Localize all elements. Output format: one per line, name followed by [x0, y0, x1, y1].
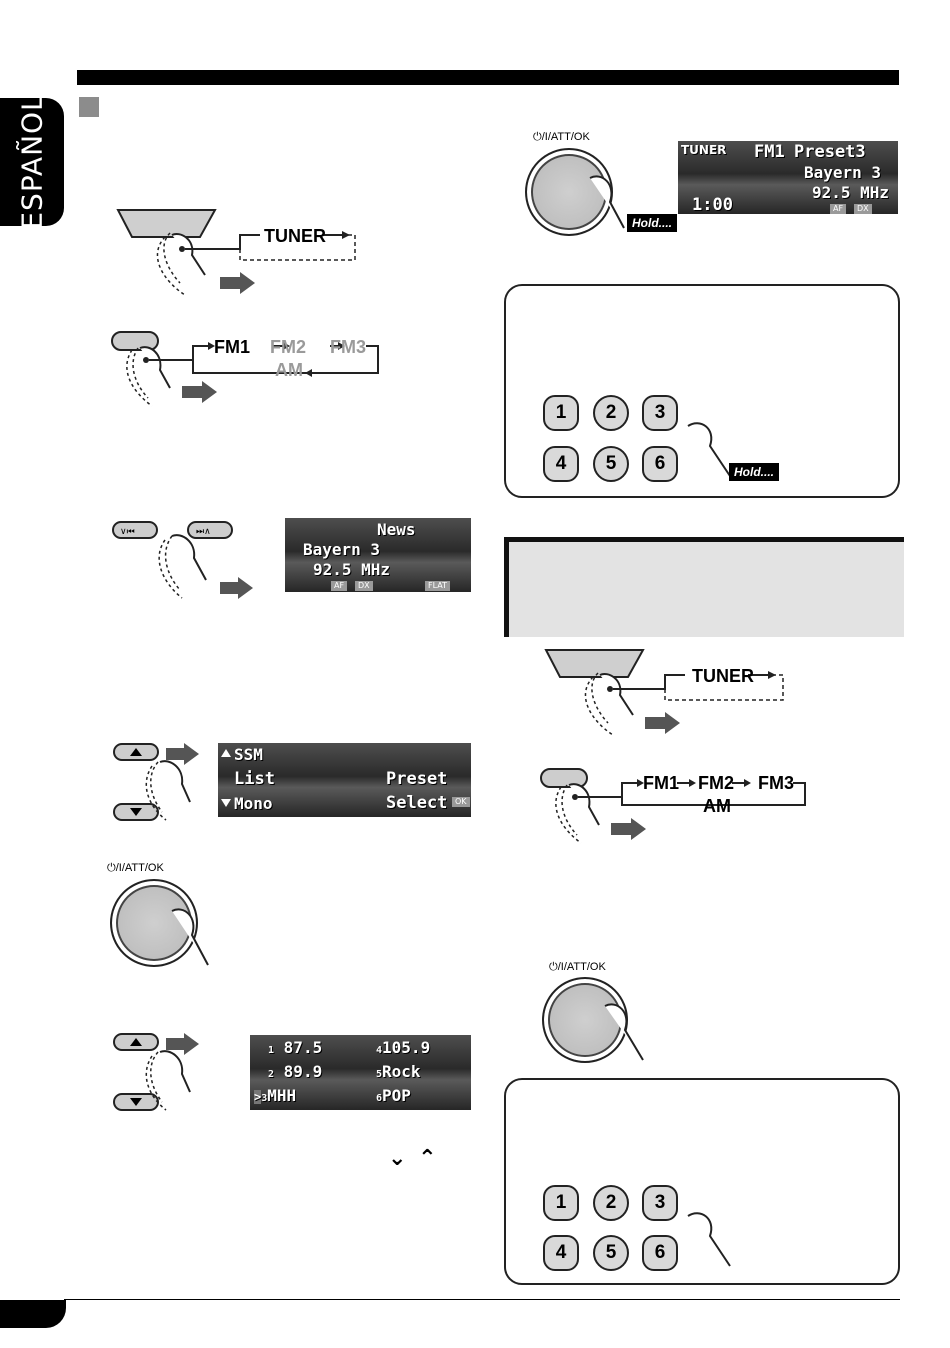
menu-select: Select: [386, 793, 448, 813]
menu-ssm: SSM: [234, 745, 263, 764]
hold-label-2: Hold....: [729, 463, 779, 481]
finger-icon: [160, 905, 230, 970]
band-am: AM: [275, 360, 303, 380]
preset-button-1[interactable]: 1: [543, 395, 579, 431]
indicator-af-2: AF: [830, 204, 846, 214]
src-button-illustration: [110, 205, 370, 300]
indicator-af: AF: [331, 581, 347, 591]
band-fm3-2: FM3: [758, 773, 794, 793]
preset-button-5[interactable]: 5: [593, 446, 629, 482]
display-list: [250, 1035, 471, 1110]
indicator-dx-2: DX: [854, 204, 872, 214]
hold-label-1: Hold....: [627, 214, 677, 232]
svg-text:∨⏮: ∨⏮: [120, 527, 135, 537]
display-search-line1: News: [377, 520, 416, 539]
tuner-label-2: TUNER: [692, 666, 754, 686]
menu-preset: Preset: [386, 769, 448, 789]
preset-button-1b[interactable]: 1: [543, 1185, 579, 1221]
header-rule: [77, 70, 899, 85]
display-search: [285, 518, 471, 592]
knob-label-right-top: ⏻/I/ATT/OK: [533, 131, 590, 143]
preset-button-4[interactable]: 4: [543, 446, 579, 482]
svg-text:⏭∧: ⏭∧: [196, 527, 211, 537]
seek-buttons-illustration: [110, 518, 270, 600]
preset-button-2b[interactable]: 2: [593, 1185, 629, 1221]
display-clock: 1:00: [692, 195, 733, 215]
preset-button-3[interactable]: 3: [642, 395, 678, 431]
list-left-2: 2 89.9: [268, 1062, 323, 1081]
list-right-6: 6POP: [376, 1086, 411, 1105]
finger-icon: [595, 1000, 665, 1065]
section-heading-box: [504, 537, 904, 637]
band-fm1: FM1: [214, 337, 250, 357]
updown-buttons-illustration-2: [110, 1030, 210, 1115]
page-number-tab: [0, 1300, 66, 1328]
finger-icon: [680, 1208, 750, 1268]
display-band: FM1: [754, 142, 785, 162]
display-search-line3: 92.5 MHz: [313, 560, 391, 579]
knob-label-right-bottom: ⏻/I/ATT/OK: [549, 961, 606, 973]
display-preset: [678, 141, 898, 214]
preset-button-2[interactable]: 2: [593, 395, 629, 431]
list-right-4: 4105.9: [376, 1038, 431, 1057]
display-tuner: TUNER: [681, 143, 727, 157]
indicator-flat: FLAT: [425, 581, 450, 591]
list-left-3: >3MHH: [254, 1086, 297, 1105]
display-preset-num: Preset3: [794, 142, 866, 162]
display-menu: [218, 743, 471, 817]
knob-label-left: ⏻/I/ATT/OK: [107, 862, 164, 874]
preset-button-6b[interactable]: 6: [642, 1235, 678, 1271]
band-fm2: FM2: [270, 337, 306, 357]
footer-rule: [64, 1299, 900, 1300]
preset-button-4b[interactable]: 4: [543, 1235, 579, 1271]
menu-down-arrow-icon: [221, 799, 231, 807]
display-search-line2: Bayern 3: [303, 540, 381, 559]
list-left-1: 1 87.5: [268, 1038, 323, 1057]
updown-buttons-illustration: [110, 740, 210, 825]
preset-button-6[interactable]: 6: [642, 446, 678, 482]
display-freq: 92.5 MHz: [812, 183, 890, 202]
list-right-5: 5Rock: [376, 1062, 421, 1081]
menu-up-arrow-icon: [221, 749, 231, 757]
display-station: Bayern 3: [804, 163, 882, 182]
menu-list: List: [234, 769, 275, 789]
updown-glyphs: ⌄ ⌃: [388, 1146, 439, 1171]
language-tab-label: ESPAÑOL: [15, 94, 49, 230]
tuner-label: TUNER: [264, 226, 326, 246]
section-marker: [79, 97, 99, 117]
band-fm2-2: FM2: [698, 773, 734, 793]
menu-mono: Mono: [234, 794, 273, 813]
indicator-dx: DX: [355, 581, 373, 591]
band-fm1-2: FM1: [643, 773, 679, 793]
language-tab: [0, 94, 64, 230]
preset-button-5b[interactable]: 5: [593, 1235, 629, 1271]
preset-button-3b[interactable]: 3: [642, 1185, 678, 1221]
menu-ok-indicator: OK: [452, 797, 470, 807]
band-fm3: FM3: [330, 337, 366, 357]
src-button-illustration-2: [540, 645, 800, 740]
band-am-2: AM: [703, 796, 731, 816]
